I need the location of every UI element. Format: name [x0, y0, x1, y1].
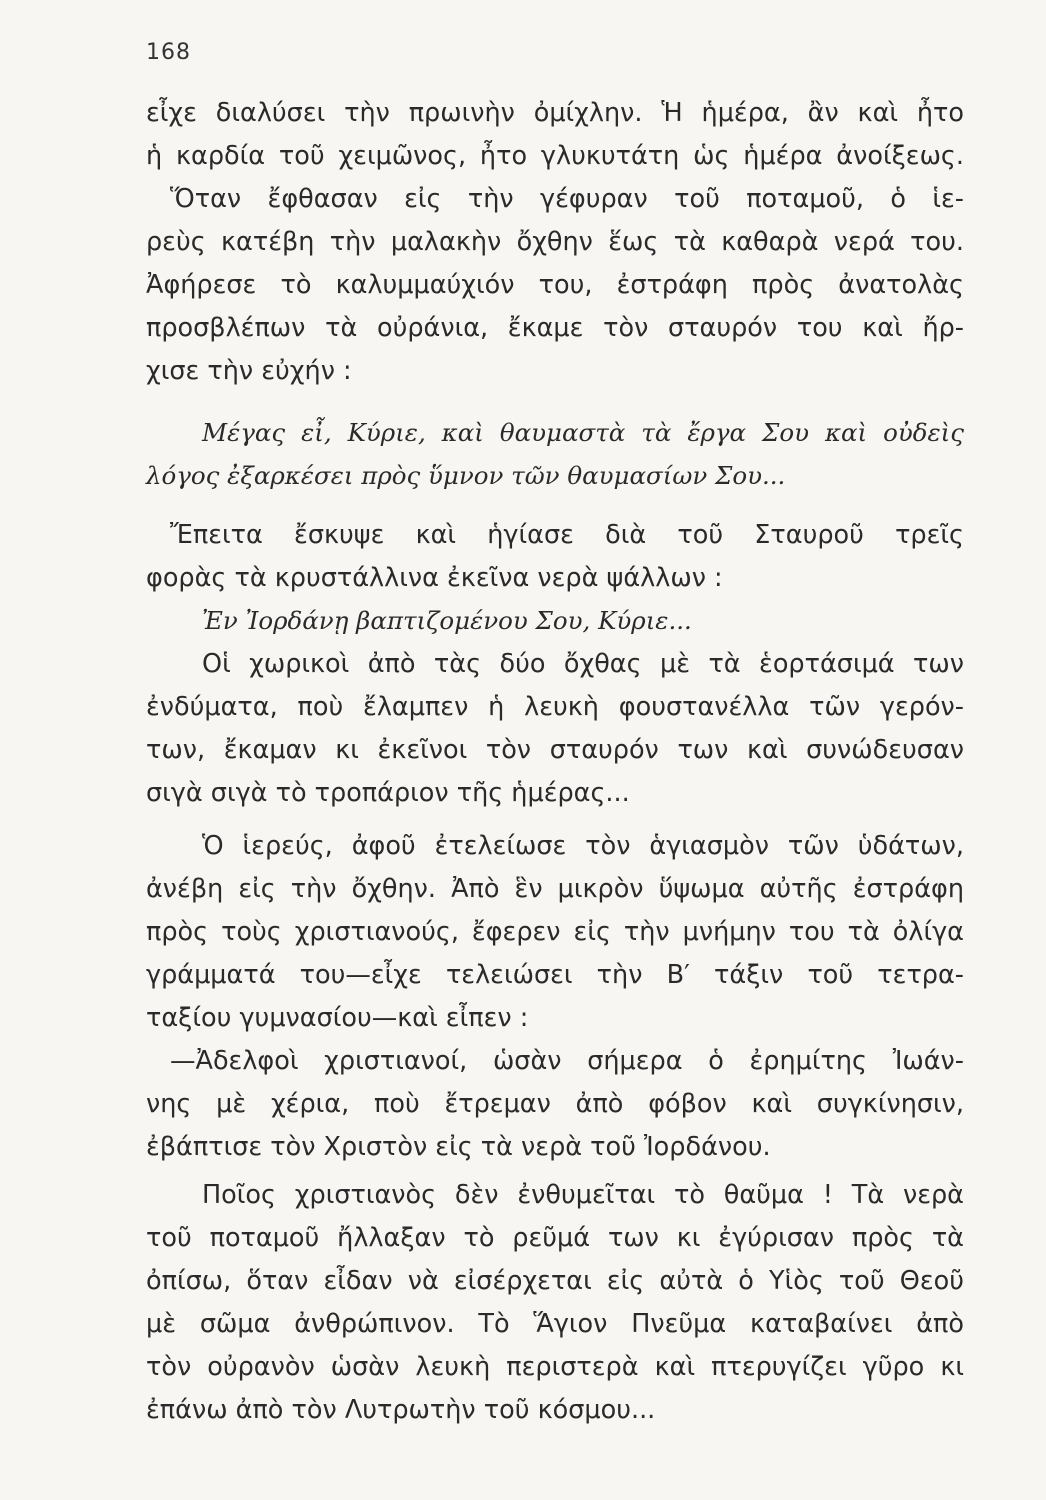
text-line: Ὁ ἱερεύς, ἀφοῦ ἐτελείωσε τὸν ἁγιασμὸν τῶν ὑδάτων, — [202, 831, 964, 861]
text-line: Οἱ χωρικοὶ ἀπὸ τὰς δύο ὄχθας μὲ τὰ ἑορτάσιμά των — [202, 649, 964, 679]
text-line: Ποῖος χριστιανὸς δὲν ἐνθυμεῖται τὸ θαῦμα ! Τὰ νερὰ — [202, 1180, 964, 1210]
text-line: προσβλέπων τὰ οὐράνια, ἔκαμε τὸν σταυρόν του καὶ ἤρ- — [146, 313, 964, 343]
text-line: γράμματά του—εἶχε τελειώσει τὴν Β′ τάξιν τοῦ τετρα- — [146, 960, 964, 990]
text-line: νης μὲ χέρια, ποὺ ἔτρεμαν ἀπὸ φόβον καὶ συγκίνησιν, — [146, 1089, 964, 1119]
text-line: τοῦ ποταμοῦ ἤλλαξαν τὸ ρεῦμά των κι ἐγύρισαν πρὸς τὰ — [146, 1223, 964, 1253]
text-line: ἀνέβη εἰς τὴν ὄχθην. Ἀπὸ ἓν μικρὸν ὕψωμα αὐτῆς ἐστράφη — [146, 874, 964, 904]
text-line: Ἀφήρεσε τὸ καλυμμαύχιόν του, ἐστράφη πρὸς ἀνατολὰς — [146, 270, 964, 300]
text-line: ἐπάνω ἀπὸ τὸν Λυτρωτὴν τοῦ κόσμου... — [146, 1395, 656, 1425]
text-line: —Ἀδελφοὶ χριστιανοί, ὡσὰν σήμερα ὁ ἐρημίτης Ἰωάν- — [170, 1046, 964, 1076]
text-line: ἐνδύματα, ποὺ ἔλαμπεν ἡ λευκὴ φουστανέλλα τῶν γερόν- — [146, 692, 964, 722]
text-line: ταξίου γυμνασίου—καὶ εἶπεν : — [146, 1003, 529, 1033]
text-line: σιγὰ σιγὰ τὸ τροπάριον τῆς ἡμέρας... — [146, 778, 630, 808]
text-line: ρεὺς κατέβη τὴν μαλακὴν ὄχθην ἕως τὰ καθαρὰ νερά του. — [146, 227, 964, 257]
text-line: ἡ καρδία τοῦ χειμῶνος, ἦτο γλυκυτάτη ὡς ἡμέρα ἀνοίξεως. — [146, 141, 964, 171]
text-line: ὀπίσω, ὅταν εἶδαν νὰ εἰσέρχεται εἰς αὐτὰ ὁ Υἱὸς τοῦ Θεοῦ — [146, 1266, 964, 1296]
text-line: των, ἔκαμαν κι ἐκεῖνοι τὸν σταυρόν των καὶ συνώδευσαν — [146, 735, 964, 765]
text-line: χισε τὴν εὐχήν : — [146, 356, 352, 386]
text-line: πρὸς τοὺς χριστιανούς, ἔφερεν εἰς τὴν μνήμην του τὰ ὀλίγα — [146, 917, 964, 947]
text-line: Ἔπειτα ἔσκυψε καὶ ἡγίασε διὰ τοῦ Σταυροῦ τρεῖς — [170, 520, 964, 550]
page-number: 168 — [146, 40, 191, 65]
text-line: ἐβάπτισε τὸν Χριστὸν εἰς τὰ νερὰ τοῦ Ἰορδάνου. — [146, 1132, 771, 1162]
text-line: εἶχε διαλύσει τὴν πρωινὴν ὀμίχλην. Ἡ ἡμέρα, ἂν καὶ ἦτο — [146, 98, 964, 128]
text-line: μὲ σῶμα ἀνθρώπινον. Τὸ Ἅγιον Πνεῦμα καταβαίνει ἀπὸ — [146, 1309, 964, 1339]
text-line: Ὅταν ἔφθασαν εἰς τὴν γέφυραν τοῦ ποταμοῦ, ὁ ἱε- — [170, 184, 964, 214]
text-line: Ἐν Ἰορδάνῃ βαπτιζομένου Σου, Κύριε... — [202, 606, 692, 635]
text-line: Μέγας εἶ, Κύριε, καὶ θαυμαστὰ τὰ ἔργα Σου καὶ οὐδεὶς — [202, 418, 964, 447]
text-line: τὸν οὐρανὸν ὡσὰν λευκὴ περιστερὰ καὶ πτερυγίζει γῦρο κι — [146, 1352, 964, 1382]
text-line: λόγος ἐξαρκέσει πρὸς ὕμνον τῶν θαυμασίων Σου... — [146, 461, 786, 490]
text-line: φορὰς τὰ κρυστάλλινα ἐκεῖνα νερὰ ψάλλων : — [146, 563, 723, 593]
